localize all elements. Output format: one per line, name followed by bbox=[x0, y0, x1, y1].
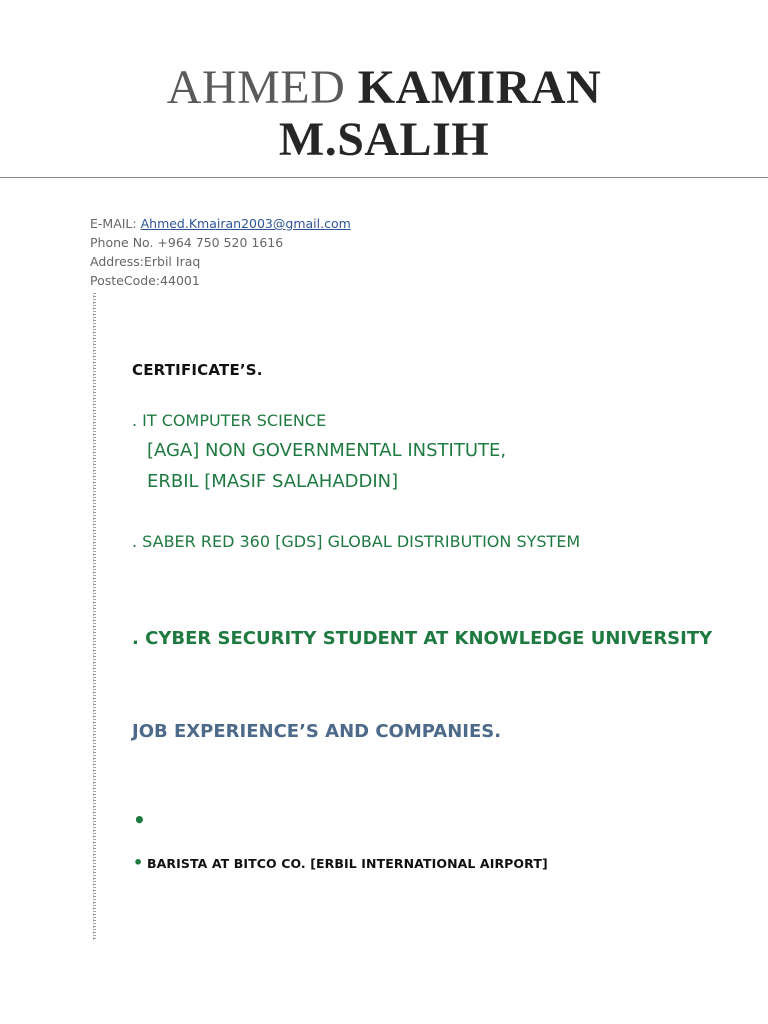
first-name: AHMED bbox=[166, 61, 346, 114]
last-name-continued: M.SALIH bbox=[278, 113, 490, 166]
vertical-divider bbox=[93, 293, 96, 940]
email-link[interactable]: Ahmed.Kmairan2003@gmail.com bbox=[140, 216, 351, 231]
certificates-heading: CERTIFICATE’S. bbox=[132, 361, 263, 379]
certificate-item-2: . SABER RED 360 [GDS] GLOBAL DISTRIBUTION SYSTEM bbox=[132, 532, 581, 551]
email-row bbox=[90, 214, 351, 233]
job-item-1: BARISTA AT BITCO CO. [ERBIL INTERNATIONAL AIRPORT] bbox=[147, 856, 548, 871]
contact-info bbox=[90, 214, 351, 290]
email-label: E-MAIL: bbox=[90, 216, 141, 231]
address-text: Address:Erbil Iraq bbox=[90, 254, 201, 269]
postcode-text: PosteCode:44001 bbox=[90, 273, 200, 288]
job-bullet: • bbox=[133, 853, 144, 872]
name-line-2 bbox=[0, 114, 768, 166]
jobs-heading: JOB EXPERIENCE’S AND COMPANIES. bbox=[132, 721, 502, 742]
name-line-1 bbox=[0, 62, 768, 114]
certificate-item-1: . IT COMPUTER SCIENCE bbox=[132, 411, 327, 430]
certificate-item-1-location: ERBIL [MASIF SALAHADDIN] bbox=[147, 471, 399, 492]
resume-header bbox=[0, 0, 768, 178]
certificate-item-3: . CYBER SECURITY STUDENT AT KNOWLEDGE UNIVERSITY bbox=[132, 628, 713, 649]
certificate-item-1-institute: [AGA] NON GOVERNMENTAL INSTITUTE, bbox=[147, 440, 507, 461]
last-name: KAMIRAN bbox=[357, 61, 602, 114]
empty-bullet: • bbox=[133, 808, 146, 832]
phone-text: Phone No. +964 750 520 1616 bbox=[90, 235, 284, 250]
